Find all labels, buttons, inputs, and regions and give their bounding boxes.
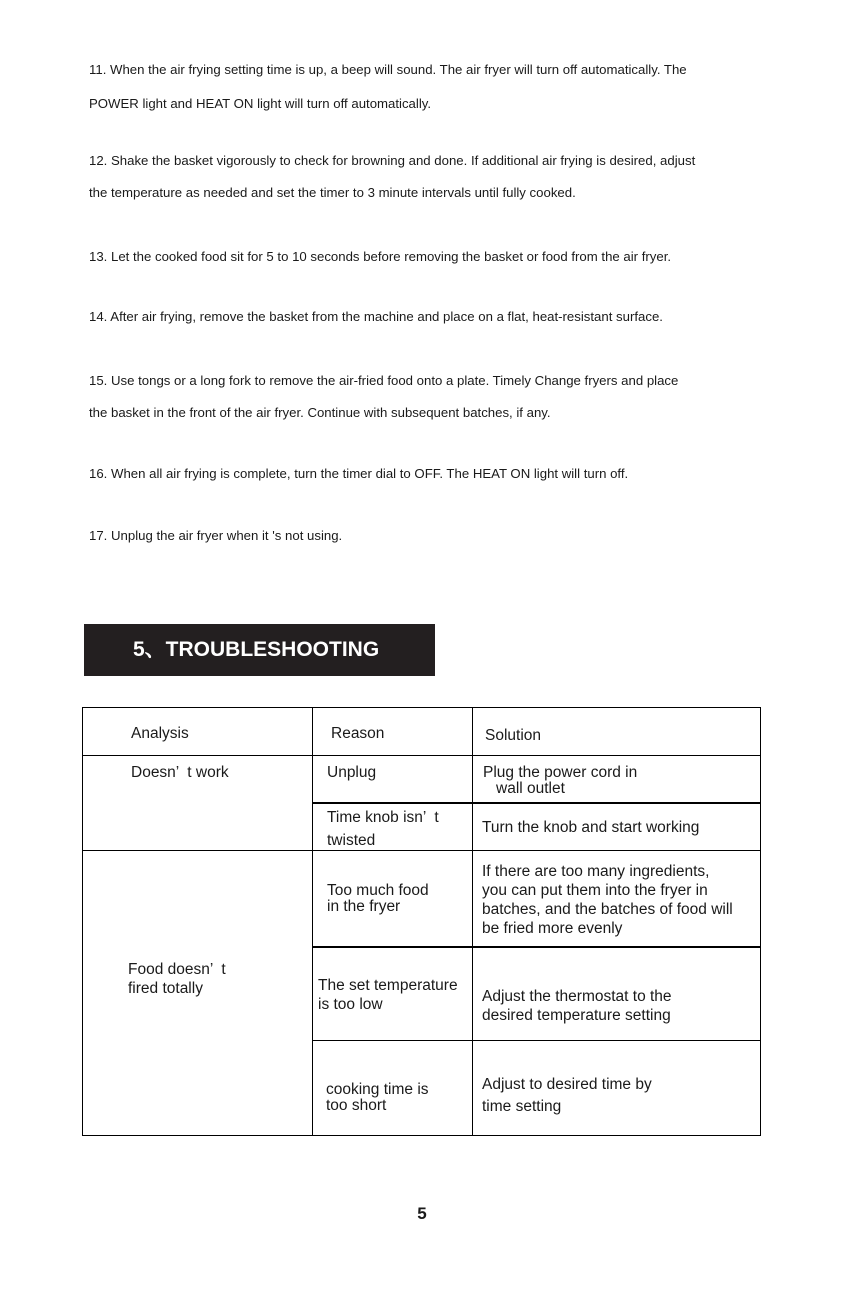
solution-adjust-time bbox=[482, 1075, 652, 1116]
header-analysis: Analysis bbox=[131, 725, 189, 742]
table-rule-1 bbox=[312, 802, 761, 804]
section-header-troubleshooting: 5、TROUBLESHOOTING bbox=[84, 624, 435, 676]
solution-adjust-time-line-1: Adjust to desired time by bbox=[482, 1076, 652, 1093]
reason-temp-too-low bbox=[318, 976, 458, 1014]
step-12-line-1: 12. Shake the basket vigorously to check for browning and done. If additional air frying is desired, adjust bbox=[89, 153, 696, 168]
solution-adjust-time-line-2: time setting bbox=[482, 1098, 562, 1115]
step-15-line-2: the basket in the front of the air fryer. Continue with subsequent batches, if any. bbox=[89, 405, 551, 420]
step-17: 17. Unplug the air fryer when it 's not using. bbox=[89, 528, 343, 543]
reason-knob-not-twisted-line-1: Time knob isn’ t bbox=[327, 809, 439, 826]
header-reason: Reason bbox=[331, 725, 385, 742]
reason-unplug: Unplug bbox=[327, 764, 377, 781]
table-border-right bbox=[760, 707, 761, 1136]
table-rule-4 bbox=[312, 1040, 761, 1041]
solution-adjust-thermostat-line-2: desired temperature setting bbox=[482, 1007, 671, 1024]
analysis-food-not-fried-line-1: Food doesn’ t bbox=[128, 961, 226, 978]
analysis-food-not-fried-line-2: fired totally bbox=[128, 980, 203, 997]
reason-too-much-food bbox=[327, 881, 429, 916]
table-border-left bbox=[82, 707, 83, 1136]
step-14: 14. After air frying, remove the basket from the machine and place on a flat, heat-resistant surface. bbox=[89, 309, 663, 324]
table-col-divider-2 bbox=[472, 707, 473, 1136]
solution-batches bbox=[482, 862, 733, 938]
table-border-bottom bbox=[82, 1135, 761, 1136]
reason-temp-too-low-line-1: The set temperature bbox=[318, 977, 458, 994]
step-16: 16. When all air frying is complete, turn the timer dial to OFF. The HEAT ON light will turn off. bbox=[89, 466, 629, 481]
reason-time-too-short-line-2: too short bbox=[326, 1097, 387, 1114]
table-col-divider-1 bbox=[312, 707, 313, 1136]
reason-temp-too-low-line-2: is too low bbox=[318, 996, 383, 1013]
step-13: 13. Let the cooked food sit for 5 to 10 seconds before removing the basket or food from the air fryer. bbox=[89, 249, 672, 264]
step-11-line-1: 11. When the air frying setting time is up, a beep will sound. The air fryer will turn off automatically. The bbox=[89, 62, 687, 77]
solution-batches-line-2: you can put them into the fryer in bbox=[482, 882, 708, 899]
solution-plug-in bbox=[483, 763, 637, 798]
step-15-line-1: 15. Use tongs or a long fork to remove the air-fried food onto a plate. Timely Change fryers and place bbox=[89, 373, 679, 388]
analysis-doesnt-work: Doesn’ t work bbox=[131, 764, 229, 781]
table-rule-header bbox=[82, 755, 761, 756]
step-12-line-2: the temperature as needed and set the timer to 3 minute intervals until fully cooked. bbox=[89, 185, 576, 200]
step-11-line-2: POWER light and HEAT ON light will turn off automatically. bbox=[89, 96, 432, 111]
solution-plug-in-line-2: wall outlet bbox=[496, 780, 565, 797]
page-number: 5 bbox=[417, 1204, 427, 1223]
reason-time-too-short bbox=[326, 1080, 429, 1115]
reason-knob-not-twisted-line-2: twisted bbox=[327, 832, 376, 849]
reason-knob-not-twisted bbox=[327, 806, 439, 852]
table-rule-3 bbox=[312, 946, 761, 948]
reason-time-too-short-line-1: cooking time is bbox=[326, 1081, 429, 1098]
solution-turn-knob: Turn the knob and start working bbox=[482, 819, 700, 836]
reason-too-much-food-line-2: in the fryer bbox=[327, 898, 401, 915]
solution-plug-in-line-1: Plug the power cord in bbox=[483, 764, 638, 781]
analysis-food-not-fried bbox=[128, 960, 226, 998]
solution-batches-line-1: If there are too many ingredients, bbox=[482, 863, 710, 880]
reason-too-much-food-line-1: Too much food bbox=[327, 882, 429, 899]
header-solution: Solution bbox=[485, 727, 542, 744]
solution-batches-line-4: be fried more evenly bbox=[482, 920, 623, 937]
table-border-top bbox=[82, 707, 761, 708]
solution-adjust-thermostat-line-1: Adjust the thermostat to the bbox=[482, 988, 672, 1005]
solution-adjust-thermostat bbox=[482, 987, 672, 1025]
solution-batches-line-3: batches, and the batches of food will bbox=[482, 901, 733, 918]
